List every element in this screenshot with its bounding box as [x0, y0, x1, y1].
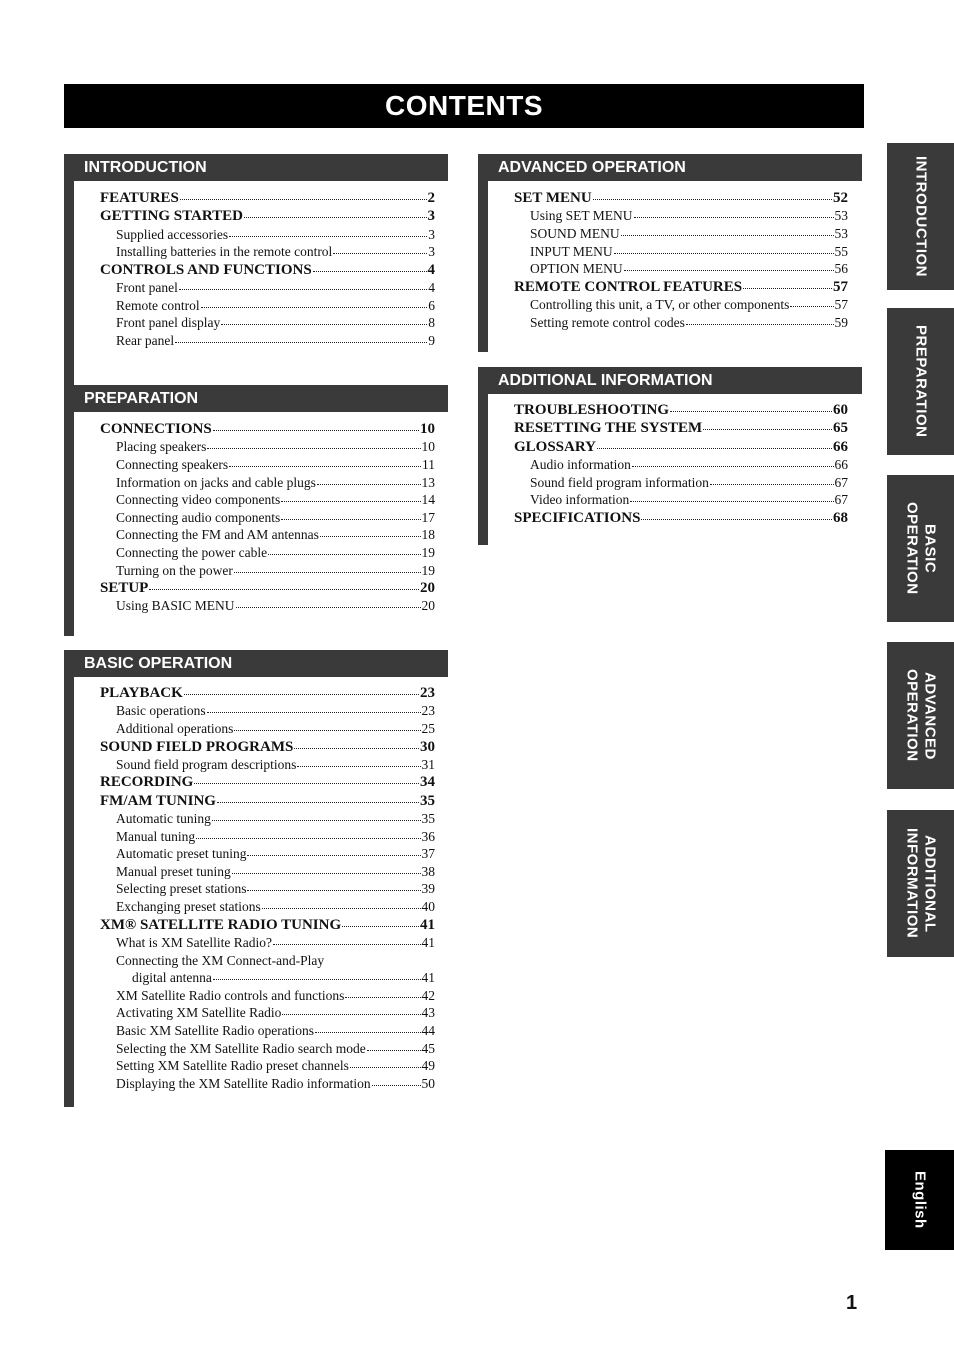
toc-entry-page: 6 [428, 297, 435, 313]
toc-entry-page: 23 [421, 703, 435, 719]
toc-entry[interactable] [116, 457, 435, 473]
toc-entry[interactable] [100, 580, 435, 597]
toc-entry-label: RESETTING THE SYSTEM [514, 420, 703, 437]
toc-entry-label: FM/AM TUNING [100, 792, 216, 809]
dot-leader [315, 1032, 421, 1033]
dot-leader [624, 270, 834, 271]
toc-entry-label: Sound field program descriptions [116, 756, 297, 772]
section-heading: ADVANCED OPERATION [478, 154, 862, 181]
toc-entry[interactable] [116, 280, 435, 296]
toc-entry-label: Remote control [116, 297, 200, 313]
toc-entry-page: 53 [834, 208, 848, 224]
dot-leader [234, 730, 420, 731]
toc-entry-label: TROUBLESHOOTING [514, 402, 670, 418]
dot-leader [213, 430, 419, 431]
toc-entry-page: 20 [421, 598, 435, 614]
dot-leader [221, 324, 427, 325]
toc-entry[interactable] [116, 899, 435, 915]
toc-entry[interactable] [530, 457, 848, 473]
toc-entry-label: Audio information [530, 456, 631, 472]
section-side-bar [64, 412, 74, 636]
dot-leader [282, 1014, 420, 1015]
toc-entry-page: 20 [420, 580, 435, 597]
toc-entry[interactable] [100, 208, 435, 225]
dot-leader [686, 324, 834, 325]
dot-leader [297, 766, 420, 767]
toc-entry-page: 41 [420, 916, 435, 933]
toc-entry[interactable] [116, 1023, 435, 1039]
dot-leader [372, 1085, 421, 1086]
toc-entry[interactable] [116, 721, 435, 737]
toc-entry-label: Manual preset tuning [116, 863, 231, 879]
toc-entry-page: 59 [834, 314, 848, 330]
toc-entry-page: 38 [421, 863, 435, 879]
toc-entry-page: 34 [420, 774, 435, 791]
dot-leader [345, 997, 420, 998]
toc-entry-page: 66 [834, 456, 848, 472]
toc-entry[interactable] [100, 685, 435, 702]
toc-entry-label: digital antenna [132, 970, 212, 986]
toc-entry-label: Basic XM Satellite Radio operations [116, 1022, 314, 1038]
dot-leader [342, 926, 419, 927]
toc-entry-label: PLAYBACK [100, 685, 183, 701]
toc-entry[interactable] [116, 988, 435, 1004]
toc-entry-page: 18 [421, 527, 435, 543]
toc-entry[interactable] [530, 261, 848, 277]
toc-entry-label: OPTION MENU [530, 261, 623, 277]
toc-entry[interactable] [132, 970, 435, 986]
toc-entry[interactable] [116, 1041, 435, 1057]
dot-leader [790, 306, 833, 307]
dot-leader [743, 288, 832, 289]
toc-entry[interactable] [116, 1058, 435, 1074]
dot-leader [621, 235, 834, 236]
dot-leader [180, 199, 427, 200]
toc-entry-label: Placing speakers [116, 439, 207, 455]
dot-leader [281, 519, 420, 520]
toc-entry[interactable] [116, 1076, 435, 1092]
toc-entry-page: 14 [421, 492, 435, 508]
toc-entry-page: 65 [833, 420, 848, 437]
dot-leader [247, 890, 420, 891]
toc-entry-label: Video information [530, 492, 630, 508]
toc-entry-label: SPECIFICATIONS [514, 509, 641, 526]
toc-entry-label: FEATURES [100, 190, 179, 206]
toc-entry-page: 60 [833, 402, 848, 418]
section-side-bar [64, 677, 74, 1107]
dot-leader [229, 236, 427, 237]
toc-entry-label: Activating XM Satellite Radio [116, 1005, 282, 1021]
dot-leader [294, 748, 419, 749]
toc-entry-label: SOUND MENU [530, 225, 620, 241]
toc-entry-page: 41 [421, 970, 435, 986]
toc-entry[interactable] [116, 881, 435, 897]
toc-entry[interactable] [530, 475, 848, 491]
toc-entry[interactable] [514, 439, 848, 456]
toc-entry-label: Front panel [116, 280, 178, 296]
toc-entry[interactable] [116, 244, 435, 260]
toc-entry-label: Connecting video components [116, 492, 281, 508]
toc-entry-page: 36 [421, 828, 435, 844]
dot-leader [213, 979, 421, 980]
dot-leader [184, 694, 419, 695]
section-heading: PREPARATION [64, 385, 448, 412]
toc-entry-page: 49 [421, 1058, 435, 1074]
toc-entry-page: 9 [428, 332, 435, 348]
toc-entry[interactable] [100, 190, 435, 207]
toc-entry-page: 4 [428, 280, 435, 296]
toc-entry[interactable] [116, 333, 435, 349]
toc-entry[interactable] [514, 420, 848, 437]
toc-entry[interactable] [116, 545, 435, 561]
toc-entry-page: 56 [834, 261, 848, 277]
toc-entry-label: CONNECTIONS [100, 421, 212, 437]
toc-entry-page: 67 [834, 474, 848, 490]
toc-entry-page: 13 [421, 474, 435, 490]
dot-leader [597, 448, 832, 449]
toc-entry-page: 31 [421, 756, 435, 772]
toc-entry-page: 19 [421, 544, 435, 560]
toc-entry-label: Information on jacks and cable plugs [116, 474, 316, 490]
toc-entry[interactable] [116, 563, 435, 579]
toc-entry[interactable] [530, 226, 848, 242]
toc-entry[interactable] [116, 953, 435, 969]
toc-entry[interactable] [514, 402, 848, 419]
dot-leader [614, 253, 834, 254]
page-title: CONTENTS [64, 84, 864, 128]
toc-entry[interactable] [530, 244, 848, 260]
toc-entry-label: Exchanging preset stations [116, 899, 261, 914]
tab-advanced-operation[interactable] [887, 642, 954, 789]
toc-entry-label: Displaying the XM Satellite Radio information [116, 1075, 371, 1091]
dot-leader [313, 271, 427, 272]
dot-leader [236, 607, 421, 608]
toc-entry-label: XM Satellite Radio controls and functions [116, 987, 345, 1003]
toc-entry[interactable] [116, 475, 435, 491]
toc-entry-page: 17 [421, 509, 435, 525]
toc-entry-page: 3 [428, 244, 435, 260]
dot-leader [229, 466, 421, 467]
dot-leader [212, 820, 421, 821]
toc-entry-label: Front panel display [116, 315, 221, 331]
dot-leader [194, 783, 419, 784]
toc-entry-page: 40 [421, 899, 435, 914]
tab-language-english[interactable] [885, 1150, 954, 1250]
section-heading: INTRODUCTION [64, 154, 448, 181]
toc-entry-label: Setting XM Satellite Radio preset channels [116, 1058, 349, 1074]
toc-entry[interactable] [116, 846, 435, 862]
toc-entry[interactable] [530, 492, 848, 508]
dot-leader [350, 1067, 421, 1068]
tab-label: ADVANCED OPERATION [903, 669, 939, 762]
toc-entry[interactable] [116, 527, 435, 543]
toc-entry-page: 39 [421, 881, 435, 897]
toc-entry-page: 50 [421, 1075, 435, 1091]
toc-entry[interactable] [116, 492, 435, 508]
toc-entry-page: 68 [833, 509, 848, 526]
dot-leader [632, 466, 834, 467]
dot-leader [262, 908, 421, 909]
toc-entry[interactable] [116, 935, 435, 951]
dot-leader [281, 501, 420, 502]
toc-entry[interactable] [116, 829, 435, 845]
tab-introduction[interactable] [887, 143, 954, 290]
dot-leader [207, 448, 420, 449]
toc-entry-label: Rear panel [116, 332, 175, 348]
toc-entry-label: Additional operations [116, 720, 234, 736]
toc-entry[interactable] [116, 598, 435, 614]
toc-entry-page: 53 [834, 225, 848, 241]
toc-entry[interactable] [530, 297, 848, 313]
toc-entry-page: 2 [427, 190, 435, 206]
section-heading: BASIC OPERATION [64, 650, 448, 677]
toc-entry-page: 3 [428, 226, 435, 242]
tab-label: PREPARATION [912, 325, 930, 438]
toc-entry-page: 57 [834, 297, 848, 312]
dot-leader [273, 944, 421, 945]
toc-entry-page: 3 [427, 208, 435, 225]
toc-entry-label: SET MENU [514, 190, 592, 206]
dot-leader [703, 429, 832, 430]
tab-preparation[interactable] [887, 308, 954, 455]
toc-entry-page: 10 [420, 421, 435, 437]
section-heading: ADDITIONAL INFORMATION [478, 367, 862, 394]
toc-entry-label: Selecting preset stations [116, 881, 247, 897]
toc-entry[interactable] [116, 439, 435, 455]
toc-entry[interactable] [100, 262, 435, 279]
dot-leader [593, 199, 832, 200]
toc-entry-page: 52 [833, 190, 848, 206]
dot-leader [232, 873, 421, 874]
toc-entry[interactable] [116, 1005, 435, 1021]
toc-entry-page: 42 [421, 987, 435, 1003]
toc-entry-page: 11 [422, 456, 435, 472]
dot-leader [175, 342, 427, 343]
toc-entry-label: Automatic tuning [116, 811, 211, 826]
toc-entry-label: REMOTE CONTROL FEATURES [514, 278, 743, 295]
toc-entry-label: Using BASIC MENU [116, 598, 235, 614]
toc-entry-label: CONTROLS AND FUNCTIONS [100, 261, 312, 278]
toc-entry-label: GETTING STARTED [100, 208, 243, 225]
toc-entry[interactable] [116, 510, 435, 526]
toc-entry[interactable] [100, 739, 435, 756]
toc-entry[interactable] [514, 279, 848, 296]
toc-entry-page: 30 [420, 738, 435, 755]
toc-entry-page: 45 [421, 1040, 435, 1056]
dot-leader [201, 307, 428, 308]
toc-entry-page: 10 [421, 439, 435, 455]
toc-entry-label: Supplied accessories [116, 226, 229, 242]
toc-entry[interactable] [530, 208, 848, 224]
toc-entry-page: 55 [834, 243, 848, 259]
dot-leader [234, 572, 421, 573]
toc-entry-label: Installing batteries in the remote control [116, 244, 333, 260]
dot-leader [196, 838, 420, 839]
toc-entry-label: Connecting the XM Connect-and-Play [116, 952, 325, 968]
dot-leader [670, 411, 832, 412]
toc-entry-label: Manual tuning [116, 828, 196, 844]
toc-entry[interactable] [116, 864, 435, 880]
dot-leader [149, 589, 419, 590]
toc-entry-label: Connecting audio components [116, 509, 281, 525]
toc-entry[interactable] [116, 227, 435, 243]
dot-leader [333, 253, 427, 254]
dot-leader [634, 217, 834, 218]
toc-entry-label: RECORDING [100, 774, 194, 791]
toc-entry[interactable] [100, 793, 435, 810]
toc-entry-page: 23 [420, 685, 435, 701]
toc-entry[interactable] [100, 774, 435, 791]
toc-entry-page: 37 [421, 846, 435, 862]
toc-entry-label: Basic operations [116, 703, 206, 719]
toc-entry-label: Connecting the power cable [116, 544, 268, 560]
dot-leader [630, 501, 833, 502]
toc-entry[interactable] [100, 917, 435, 934]
toc-entry[interactable] [514, 190, 848, 207]
dot-leader [710, 484, 834, 485]
dot-leader [244, 217, 427, 218]
dot-leader [641, 519, 832, 520]
toc-entry-label: Automatic preset tuning [116, 846, 247, 862]
dot-leader [179, 289, 427, 290]
toc-entry[interactable] [514, 510, 848, 527]
toc-entry-page: 35 [420, 792, 435, 809]
toc-entry-page: 19 [421, 562, 435, 578]
toc-entry-label: SOUND FIELD PROGRAMS [100, 738, 294, 755]
toc-entry[interactable] [116, 703, 435, 719]
toc-entry-label: XM® SATELLITE RADIO TUNING [100, 916, 342, 933]
dot-leader [247, 855, 420, 856]
toc-entry-page: 44 [421, 1022, 435, 1038]
toc-entry[interactable] [100, 421, 435, 438]
toc-entry-label: What is XM Satellite Radio? [116, 934, 272, 950]
toc-entry-page: 35 [421, 811, 435, 826]
tab-additional-information[interactable] [887, 810, 954, 957]
toc-entry[interactable] [530, 315, 848, 331]
toc-entry-label: Connecting speakers [116, 456, 229, 472]
dot-leader [320, 536, 421, 537]
tab-label: English [911, 1171, 929, 1229]
toc-entry-label: SETUP [100, 580, 149, 597]
toc-entry-page: 25 [421, 720, 435, 736]
toc-entry[interactable] [116, 757, 435, 773]
toc-entry-label: Setting remote control codes [530, 314, 685, 330]
tab-label: ADDITIONAL INFORMATION [903, 828, 939, 939]
dot-leader [207, 712, 421, 713]
toc-entry-page: 57 [833, 278, 848, 295]
toc-entry-page: 43 [421, 1005, 435, 1021]
toc-entry-label: GLOSSARY [514, 438, 596, 455]
toc-entry-page: 67 [834, 492, 848, 508]
toc-entry[interactable] [116, 315, 435, 331]
toc-entry-page: 41 [421, 934, 435, 950]
tab-label: INTRODUCTION [912, 156, 930, 277]
toc-entry-label: Using SET MENU [530, 208, 633, 224]
tab-basic-operation[interactable] [887, 475, 954, 622]
toc-entry[interactable] [116, 811, 435, 827]
toc-entry-page: 4 [427, 261, 435, 278]
page-number: 1 [846, 1292, 858, 1314]
tab-label: BASIC OPERATION [903, 502, 939, 595]
toc-entry-label: INPUT MENU [530, 243, 613, 259]
dot-leader [367, 1050, 421, 1051]
dot-leader [217, 802, 419, 803]
toc-entry-label: Turning on the power [116, 562, 233, 578]
toc-entry[interactable] [116, 298, 435, 314]
toc-entry-label: Controlling this unit, a TV, or other components [530, 297, 790, 312]
toc-entry-label: Sound field program information [530, 474, 709, 490]
toc-entry-page: 8 [428, 315, 435, 331]
dot-leader [268, 554, 420, 555]
toc-entry-label: Selecting the XM Satellite Radio search mode [116, 1040, 366, 1056]
section-side-bar [478, 394, 488, 545]
toc-entry-page: 66 [833, 438, 848, 455]
toc-entry-label: Connecting the FM and AM antennas [116, 527, 319, 543]
dot-leader [317, 484, 421, 485]
section-side-bar [478, 181, 488, 352]
